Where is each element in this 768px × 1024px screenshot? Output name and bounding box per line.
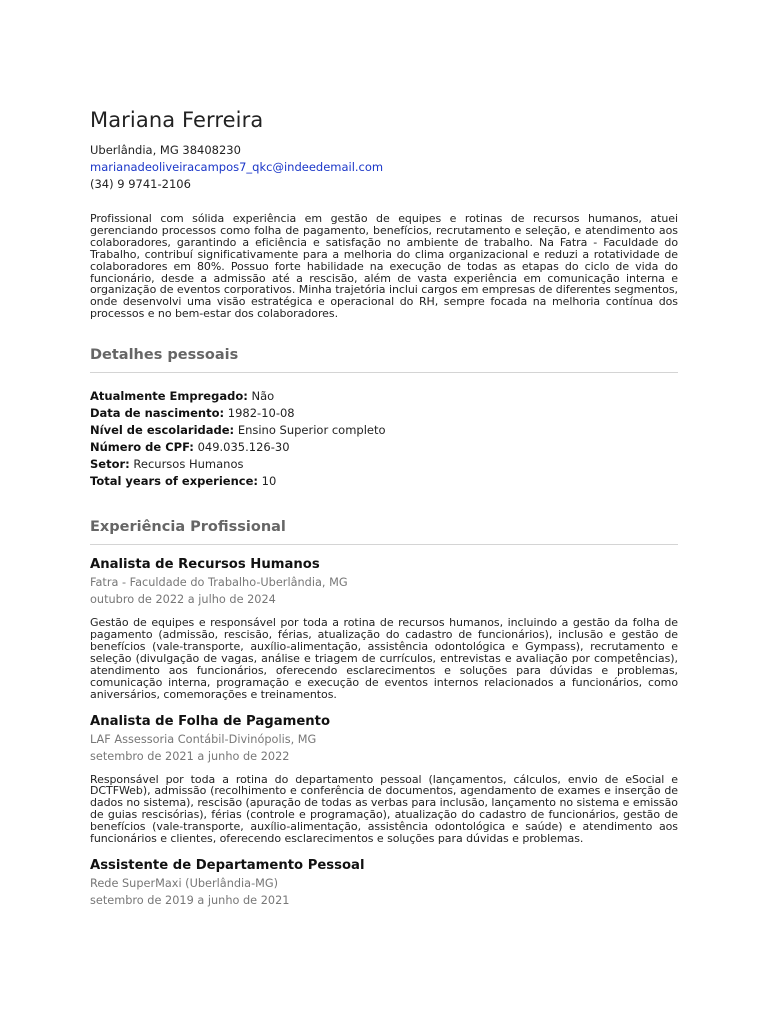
detail-label: Atualmente Empregado:: [90, 389, 248, 404]
resume-content: [90, 106, 678, 909]
job-company: Fatra - Faculdade do Trabalho-Uberlândia, MG: [90, 576, 348, 590]
detail-row: [90, 388, 678, 405]
detail-value: Ensino Superior completo: [237, 423, 386, 438]
detail-row: [90, 473, 678, 490]
job-dates: setembro de 2019 a junho de 2021: [90, 893, 290, 907]
personal-details-section: [90, 345, 678, 490]
job-dates: setembro de 2021 a junho de 2022: [90, 749, 290, 763]
detail-value: Recursos Humanos: [133, 457, 244, 472]
detail-label: Nível de escolaridade:: [90, 423, 235, 438]
job-company: Rede SuperMaxi (Uberlândia-MG): [90, 876, 279, 890]
detail-value: 10: [261, 474, 277, 489]
detail-row: [90, 422, 678, 439]
job-entry: [90, 857, 678, 909]
detail-row: [90, 456, 678, 473]
location-text: Uberlândia, MG 38408230: [90, 143, 241, 157]
job-dates: outubro de 2022 a julho de 2024: [90, 593, 276, 607]
section-title-experience: Experiência Profissional: [90, 519, 286, 536]
job-entry: [90, 713, 678, 845]
detail-label: Total years of experience:: [90, 474, 258, 489]
detail-value: 049.035.126-30: [197, 440, 290, 455]
job-title: Assistente de Departamento Pessoal: [90, 857, 365, 873]
job-description: Gestão de equipes e responsável por toda a rotina de recursos humanos, incluindo a gestão da folha de pagamento (admissão, rescisão, férias, atualização do cadastro de funcionários), inclusão e gestão de benefícios (vale-transporte, auxílio-alimentação, assistência odontológica e Gympass), recrutamento e seleção (divulgação de vagas, análise e triagem de currículos, entrevistas e avaliação por competências), atendimento aos funcionários, oferecendo esclarecimentos e soluções para dúvidas e problemas, comunicação interna, programação e execução de eventos internos relacionados a funcionários, como aniversários, comemorações e treinamentos.: [90, 616, 678, 701]
personal-details-list: [90, 388, 678, 490]
job-title: Analista de Folha de Pagamento: [90, 713, 331, 729]
detail-value: 1982-10-08: [227, 406, 295, 421]
detail-value: Não: [251, 389, 275, 404]
detail-row: [90, 439, 678, 456]
email-link[interactable]: marianadeoliveiracampos7_qkc@indeedemail.com: [90, 160, 384, 174]
section-title-personal: Detalhes pessoais: [90, 347, 239, 364]
phone-text: (34) 9 9741-2106: [90, 177, 191, 191]
contact-info: [90, 142, 678, 193]
professional-summary: Profissional com sólida experiência em gestão de equipes e rotinas de recursos humanos, atuei gerenciando processos como folha de pagamento, benefícios, recrutamento e seleção, e atendimento aos colaboradores, garantindo a eficiência e satisfação no ambiente de trabalho. Na Fatra - Faculdade do Trabalho, contribuí significativamente para a melhoria do clima organizacional e reduzi a rotatividade de colaboradores em 80%. Possuo forte habilidade na execução de todas as etapas do ciclo de vida do funcionário, desde a admissão até a rescisão, além de vasta experiência em comunicação interna e organização de eventos corporativos. Minha trajetória inclui cargos em empresas de diferentes segmentos, onde desenvolvi uma visão estratégica e operacional do RH, sempre focada na melhoria contínua dos processos e no bem-estar dos colaboradores.: [90, 212, 678, 321]
job-entry: [90, 556, 678, 700]
job-company: LAF Assessoria Contábil-Divinópolis, MG: [90, 732, 317, 746]
detail-row: [90, 405, 678, 422]
candidate-name: Mariana Ferreira: [90, 108, 264, 132]
detail-label: Data de nascimento:: [90, 406, 225, 421]
detail-label: Setor:: [90, 457, 130, 472]
section-divider: [90, 544, 678, 545]
experience-section: [90, 517, 678, 909]
job-description: Responsável por toda a rotina do departamento pessoal (lançamentos, cálculos, envio de eSocial e DCTFWeb), admissão (recolhimento e conferência de documentos, agendamento de exames e inserção de dados no sistema), rescisão (apuração de todas as verbas para inclusão, lançamento no sistema e emissão de guias rescisórias), férias (controle e programação), atualização do cadastro de funcionários, gestão de benefícios (vale-transporte, auxílio-alimentação, assistência odontológica e saúde) e atendimento aos funcionários e clientes, oferecendo esclarecimentos e soluções para dúvidas e problemas.: [90, 772, 678, 846]
detail-label: Número de CPF:: [90, 440, 194, 455]
section-divider: [90, 372, 678, 373]
job-title: Analista de Recursos Humanos: [90, 557, 320, 573]
